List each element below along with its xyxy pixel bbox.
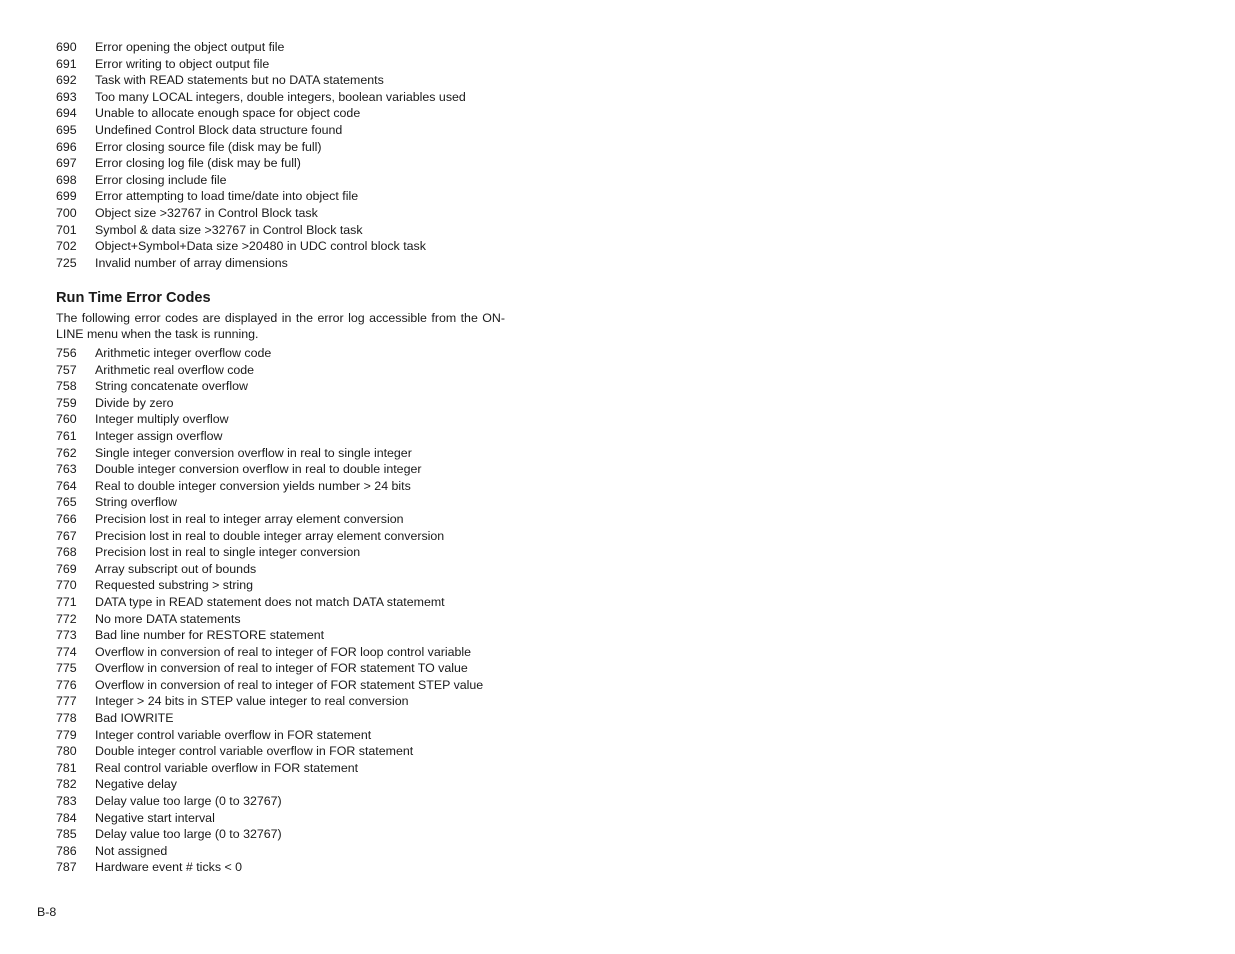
error-code-number: 702 xyxy=(56,239,77,254)
error-code-description: Overflow in conversion of real to integer of FOR statement TO value xyxy=(95,661,468,676)
error-code-number: 785 xyxy=(56,827,77,842)
error-code-row xyxy=(56,826,526,843)
error-code-row xyxy=(56,105,526,122)
error-code-number: 764 xyxy=(56,478,77,493)
error-code-row xyxy=(56,528,526,545)
section-heading: Run Time Error Codes xyxy=(56,290,211,306)
error-code-row xyxy=(56,843,526,860)
error-code-description: Integer control variable overflow in FOR statement xyxy=(95,727,372,742)
error-code-number: 786 xyxy=(56,843,77,858)
error-code-row xyxy=(56,494,526,511)
error-code-description: Symbol & data size >32767 in Control Block task xyxy=(95,222,363,237)
error-code-description: Precision lost in real to integer array element conversion xyxy=(95,511,404,526)
error-code-row xyxy=(56,760,526,777)
error-code-row xyxy=(56,810,526,827)
error-code-row xyxy=(56,627,526,644)
error-code-description: Task with READ statements but no DATA statements xyxy=(95,73,384,88)
error-code-row xyxy=(56,362,526,379)
error-code-row xyxy=(56,188,526,205)
error-code-number: 775 xyxy=(56,661,77,676)
error-code-number: 777 xyxy=(56,694,77,709)
error-code-description: Real to double integer conversion yields number > 24 bits xyxy=(95,478,411,493)
error-code-row xyxy=(56,89,526,106)
error-code-number: 699 xyxy=(56,189,77,204)
error-code-description: Bad line number for RESTORE statement xyxy=(95,628,325,643)
error-code-description: Error closing source file (disk may be full) xyxy=(95,139,322,154)
error-code-number: 781 xyxy=(56,760,77,775)
error-code-number: 695 xyxy=(56,122,77,137)
error-code-number: 787 xyxy=(56,860,77,875)
error-code-row xyxy=(56,693,526,710)
error-code-row xyxy=(56,710,526,727)
error-code-number: 692 xyxy=(56,73,77,88)
error-code-row xyxy=(56,644,526,661)
error-code-row xyxy=(56,511,526,528)
error-code-number: 772 xyxy=(56,611,77,626)
error-code-number: 756 xyxy=(56,346,77,360)
error-code-number: 759 xyxy=(56,395,77,410)
error-code-description: Delay value too large (0 to 32767) xyxy=(95,794,282,809)
error-code-description: Not assigned xyxy=(95,843,168,858)
error-code-number: 768 xyxy=(56,545,77,560)
error-code-row xyxy=(56,56,526,73)
error-code-description: Error opening the object output file xyxy=(95,40,285,54)
error-code-description: Precision lost in real to double integer array element conversion xyxy=(95,528,445,543)
error-code-number: 762 xyxy=(56,445,77,460)
error-code-row xyxy=(56,172,526,189)
error-code-row xyxy=(56,478,526,495)
error-code-description: Arithmetic real overflow code xyxy=(95,362,255,377)
runtime-error-list xyxy=(56,345,526,876)
error-code-description: Error writing to object output file xyxy=(95,56,270,71)
error-code-description: Error closing log file (disk may be full) xyxy=(95,156,301,171)
error-code-row xyxy=(56,577,526,594)
error-code-number: 758 xyxy=(56,379,77,394)
error-code-number: 773 xyxy=(56,628,77,643)
error-code-description: Negative delay xyxy=(95,777,177,792)
error-code-row xyxy=(56,445,526,462)
error-code-number: 691 xyxy=(56,56,77,71)
error-code-number: 778 xyxy=(56,711,77,726)
error-code-description: Integer multiply overflow xyxy=(95,412,229,427)
error-code-row xyxy=(56,544,526,561)
error-code-description: Double integer control variable overflow in FOR statement xyxy=(95,744,414,759)
error-code-number: 765 xyxy=(56,495,77,510)
error-code-row xyxy=(56,411,526,428)
error-code-description: Error closing include file xyxy=(95,172,227,187)
error-code-description: Requested substring > string xyxy=(95,578,254,593)
error-code-row xyxy=(56,122,526,139)
error-code-row xyxy=(56,255,526,272)
error-code-description: Overflow in conversion of real to integer of FOR statement STEP value xyxy=(95,677,484,692)
error-code-number: 693 xyxy=(56,89,77,104)
error-code-description: Integer > 24 bits in STEP value integer to real conversion xyxy=(95,694,409,709)
error-code-row xyxy=(56,222,526,239)
error-code-description: Integer assign overflow xyxy=(95,428,223,443)
error-code-number: 767 xyxy=(56,528,77,543)
error-code-description: No more DATA statements xyxy=(95,611,241,626)
error-code-row xyxy=(56,39,526,56)
error-code-description: Object size >32767 in Control Block task xyxy=(95,205,318,220)
error-code-number: 725 xyxy=(56,255,77,270)
error-code-row xyxy=(56,428,526,445)
compile-error-list xyxy=(56,39,526,271)
error-code-description: Invalid number of array dimensions xyxy=(95,255,288,270)
error-code-description: Single integer conversion overflow in real to single integer xyxy=(95,445,412,460)
error-code-description: Overflow in conversion of real to integer of FOR loop control variable xyxy=(95,644,472,659)
error-code-description: Undefined Control Block data structure found xyxy=(95,122,343,137)
error-code-number: 697 xyxy=(56,156,77,171)
error-code-number: 766 xyxy=(56,511,77,526)
error-code-row xyxy=(56,743,526,760)
section-intro: The following error codes are displayed in the error log accessible from the ON-LINE menu when the task is running. xyxy=(56,311,505,341)
error-code-number: 761 xyxy=(56,428,77,443)
error-code-description: Double integer conversion overflow in real to double integer xyxy=(95,462,422,477)
error-code-description: Array subscript out of bounds xyxy=(95,561,257,576)
error-code-description: String concatenate overflow xyxy=(95,379,248,394)
error-code-row xyxy=(56,395,526,412)
error-code-number: 763 xyxy=(56,462,77,477)
error-code-row xyxy=(56,461,526,478)
error-code-description: Real control variable overflow in FOR statement xyxy=(95,760,359,775)
error-code-description: DATA type in READ statement does not match DATA statememt xyxy=(95,594,445,609)
error-code-row xyxy=(56,611,526,628)
error-code-number: 700 xyxy=(56,205,77,220)
error-code-description: Delay value too large (0 to 32767) xyxy=(95,827,282,842)
error-code-number: 694 xyxy=(56,106,77,121)
error-code-row xyxy=(56,72,526,89)
error-code-number: 776 xyxy=(56,677,77,692)
error-code-row xyxy=(56,205,526,222)
error-code-number: 774 xyxy=(56,644,77,659)
error-code-description: Precision lost in real to single integer conversion xyxy=(95,545,361,560)
error-code-row xyxy=(56,139,526,156)
error-code-description: Bad IOWRITE xyxy=(95,711,174,726)
error-code-description: Divide by zero xyxy=(95,395,174,410)
error-code-row xyxy=(56,727,526,744)
error-code-description: Too many LOCAL integers, double integers, boolean variables used xyxy=(95,89,466,104)
error-code-number: 782 xyxy=(56,777,77,792)
error-code-number: 780 xyxy=(56,744,77,759)
error-code-number: 784 xyxy=(56,810,77,825)
error-code-number: 696 xyxy=(56,139,77,154)
error-code-row xyxy=(56,677,526,694)
error-code-number: 690 xyxy=(56,40,77,54)
error-code-row xyxy=(56,660,526,677)
page-number: B-8 xyxy=(37,905,57,919)
error-code-row xyxy=(56,155,526,172)
error-code-row xyxy=(56,378,526,395)
error-code-number: 770 xyxy=(56,578,77,593)
error-code-number: 757 xyxy=(56,362,77,377)
error-code-row xyxy=(56,238,526,255)
error-code-row xyxy=(56,345,526,362)
error-code-number: 760 xyxy=(56,412,77,427)
error-code-description: Arithmetic integer overflow code xyxy=(95,346,272,360)
error-code-description: Negative start interval xyxy=(95,810,215,825)
error-code-number: 771 xyxy=(56,594,77,609)
error-code-row xyxy=(56,793,526,810)
error-code-row xyxy=(56,561,526,578)
error-code-number: 769 xyxy=(56,561,77,576)
error-code-row xyxy=(56,594,526,611)
error-code-row xyxy=(56,859,526,876)
error-code-number: 701 xyxy=(56,222,77,237)
error-code-row xyxy=(56,776,526,793)
error-code-number: 698 xyxy=(56,172,77,187)
error-code-description: Error attempting to load time/date into object file xyxy=(95,189,359,204)
error-code-description: Unable to allocate enough space for object code xyxy=(95,106,361,121)
error-code-description: String overflow xyxy=(95,495,177,510)
error-code-description: Object+Symbol+Data size >20480 in UDC control block task xyxy=(95,239,426,254)
error-code-number: 783 xyxy=(56,794,77,809)
error-code-number: 779 xyxy=(56,727,77,742)
error-code-description: Hardware event # ticks < 0 xyxy=(95,860,243,875)
